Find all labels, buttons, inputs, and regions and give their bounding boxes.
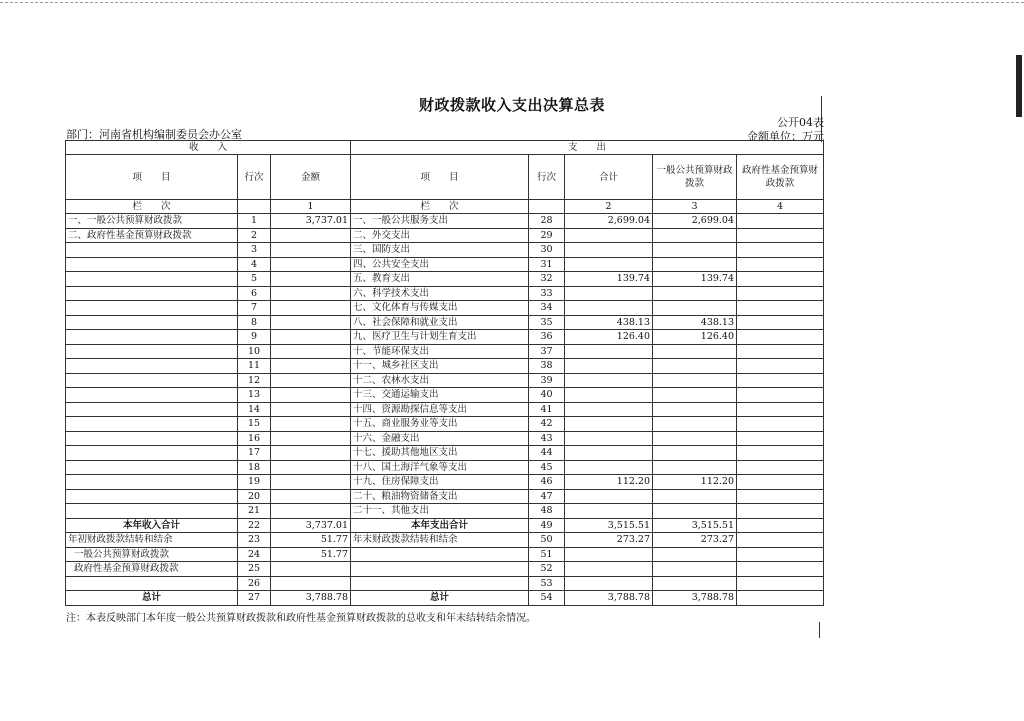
income-row-no: 21 [238, 504, 271, 519]
budget-table [65, 140, 824, 606]
income-item [66, 344, 238, 359]
expense-item: 十九、住房保障支出 [351, 475, 529, 490]
expense-general-budget [653, 286, 737, 301]
expense-general-budget [653, 504, 737, 519]
income-amount: 51.77 [271, 547, 351, 562]
table-row [66, 446, 824, 461]
expense-general-budget [653, 547, 737, 562]
income-item [66, 475, 238, 490]
expense-item: 三、国防支出 [351, 243, 529, 258]
expense-row-no: 34 [529, 301, 565, 316]
table-row [66, 286, 824, 301]
expense-item: 四、公共安全支出 [351, 257, 529, 272]
expense-gov-fund [737, 301, 824, 316]
expense-item: 二十一、其他支出 [351, 504, 529, 519]
income-item [66, 301, 238, 316]
column-index-4: 4 [737, 200, 824, 214]
income-item [66, 446, 238, 461]
expense-total [565, 489, 653, 504]
expense-total: 2,699.04 [565, 214, 653, 229]
table-row [66, 518, 824, 533]
income-item [66, 257, 238, 272]
expense-gov-fund [737, 518, 824, 533]
income-amount: 51.77 [271, 533, 351, 548]
expense-item: 六、科学技术支出 [351, 286, 529, 301]
expense-row-no: 49 [529, 518, 565, 533]
expense-gov-fund [737, 228, 824, 243]
income-item [66, 330, 238, 345]
form-code: 公开04表 [777, 116, 824, 129]
income-amount [271, 576, 351, 591]
expense-total: 438.13 [565, 315, 653, 330]
expense-row-no: 31 [529, 257, 565, 272]
income-row-no: 5 [238, 272, 271, 287]
income-item: 总计 [66, 591, 238, 606]
gov-fund-header: 政府性基金预算财政拨款 [737, 155, 824, 200]
table-row [66, 591, 824, 606]
expense-total [565, 431, 653, 446]
income-amount [271, 330, 351, 345]
expense-gov-fund [737, 562, 824, 577]
expense-item: 九、医疗卫生与计划生育支出 [351, 330, 529, 345]
income-item [66, 272, 238, 287]
income-row-no: 18 [238, 460, 271, 475]
general-budget-header: 一般公共预算财政拨款 [653, 155, 737, 200]
income-item [66, 388, 238, 403]
column-index-blank [238, 200, 271, 214]
expense-gov-fund [737, 402, 824, 417]
expense-row-no: 44 [529, 446, 565, 461]
expense-row-no: 40 [529, 388, 565, 403]
expense-gov-fund [737, 286, 824, 301]
income-item [66, 359, 238, 374]
income-amount [271, 373, 351, 388]
income-item [66, 576, 238, 591]
income-amount [271, 446, 351, 461]
income-amount [271, 562, 351, 577]
expense-total [565, 576, 653, 591]
expense-row-no: 52 [529, 562, 565, 577]
table-row [66, 431, 824, 446]
expense-item: 十二、农林水支出 [351, 373, 529, 388]
expense-total: 112.20 [565, 475, 653, 490]
expense-general-budget: 139.74 [653, 272, 737, 287]
expense-row-no: 39 [529, 373, 565, 388]
expense-general-budget [653, 388, 737, 403]
expense-gov-fund [737, 460, 824, 475]
department-label: 部门：河南省机构编制委员会办公室 [66, 128, 242, 141]
table-row [66, 228, 824, 243]
expense-row-no: 28 [529, 214, 565, 229]
expense-row-no: 43 [529, 431, 565, 446]
income-amount: 3,788.78 [271, 591, 351, 606]
income-row-no: 19 [238, 475, 271, 490]
income-amount [271, 417, 351, 432]
income-row-no: 25 [238, 562, 271, 577]
expense-item: 本年支出合计 [351, 518, 529, 533]
table-row [66, 373, 824, 388]
expense-general-budget [653, 562, 737, 577]
income-item: 年初财政拨款结转和结余 [66, 533, 238, 548]
income-row-no: 14 [238, 402, 271, 417]
expense-gov-fund [737, 504, 824, 519]
expense-total [565, 373, 653, 388]
income-row-no: 9 [238, 330, 271, 345]
expense-general-budget [653, 489, 737, 504]
expense-general-budget [653, 446, 737, 461]
income-row-no: 10 [238, 344, 271, 359]
table-row [66, 504, 824, 519]
expense-item-header: 项 目 [351, 155, 529, 200]
expense-row-no: 33 [529, 286, 565, 301]
table-row [66, 315, 824, 330]
expense-total [565, 417, 653, 432]
income-item: 一般公共预算财政拨款 [66, 547, 238, 562]
income-item [66, 417, 238, 432]
income-item [66, 489, 238, 504]
income-amount [271, 315, 351, 330]
column-index-3: 3 [653, 200, 737, 214]
expense-total [565, 504, 653, 519]
expense-row-no: 48 [529, 504, 565, 519]
expense-item: 十、节能环保支出 [351, 344, 529, 359]
expense-item: 十四、资源勘探信息等支出 [351, 402, 529, 417]
expense-total: 3,788.78 [565, 591, 653, 606]
expense-item: 二、外交支出 [351, 228, 529, 243]
expense-row-no: 29 [529, 228, 565, 243]
expense-item: 十七、援助其他地区支出 [351, 446, 529, 461]
income-amount [271, 402, 351, 417]
expense-row-no: 37 [529, 344, 565, 359]
expense-gov-fund [737, 533, 824, 548]
table-row [66, 489, 824, 504]
expense-item: 七、文化体育与传媒支出 [351, 301, 529, 316]
income-item [66, 402, 238, 417]
expense-total [565, 359, 653, 374]
expense-gov-fund [737, 315, 824, 330]
expense-total [565, 301, 653, 316]
income-amount [271, 257, 351, 272]
expense-general-budget: 3,515.51 [653, 518, 737, 533]
expense-total [565, 344, 653, 359]
expense-row-no: 41 [529, 402, 565, 417]
table-row [66, 330, 824, 345]
income-amount [271, 286, 351, 301]
column-index-1: 1 [271, 200, 351, 214]
income-amount [271, 243, 351, 258]
income-item [66, 431, 238, 446]
income-row-no: 26 [238, 576, 271, 591]
income-group-header: 收 入 [66, 141, 351, 155]
income-row-no: 6 [238, 286, 271, 301]
column-index-2: 2 [565, 200, 653, 214]
expense-row-no: 53 [529, 576, 565, 591]
table-row [66, 214, 824, 229]
income-row-no: 3 [238, 243, 271, 258]
expense-total [565, 446, 653, 461]
expense-rowno-header: 行次 [529, 155, 565, 200]
expense-row-no: 36 [529, 330, 565, 345]
income-amount [271, 460, 351, 475]
expense-general-budget [653, 359, 737, 374]
expense-item: 总计 [351, 591, 529, 606]
expense-general-budget: 2,699.04 [653, 214, 737, 229]
income-row-no: 11 [238, 359, 271, 374]
expense-general-budget [653, 431, 737, 446]
expense-gov-fund [737, 547, 824, 562]
income-amount [271, 475, 351, 490]
expense-total [565, 243, 653, 258]
income-row-no: 13 [238, 388, 271, 403]
expense-gov-fund [737, 359, 824, 374]
income-amount [271, 301, 351, 316]
expense-item [351, 547, 529, 562]
column-index-row [66, 200, 824, 214]
expense-row-no: 42 [529, 417, 565, 432]
expense-general-budget [653, 344, 737, 359]
table-row [66, 257, 824, 272]
expense-general-budget [653, 243, 737, 258]
income-row-no: 20 [238, 489, 271, 504]
income-row-no: 22 [238, 518, 271, 533]
income-amount [271, 228, 351, 243]
table-row [66, 417, 824, 432]
column-index-blank [529, 200, 565, 214]
income-row-no: 16 [238, 431, 271, 446]
expense-gov-fund [737, 591, 824, 606]
income-row-no: 23 [238, 533, 271, 548]
expense-item: 十三、交通运输支出 [351, 388, 529, 403]
expense-general-budget [653, 576, 737, 591]
income-amount: 3,737.01 [271, 214, 351, 229]
income-row-no: 8 [238, 315, 271, 330]
table-row [66, 359, 824, 374]
expense-row-no: 50 [529, 533, 565, 548]
expense-item: 十五、商业服务业等支出 [351, 417, 529, 432]
expense-general-budget [653, 301, 737, 316]
expense-gov-fund [737, 257, 824, 272]
expense-total: 3,515.51 [565, 518, 653, 533]
income-rowno-header: 行次 [238, 155, 271, 200]
table-row [66, 533, 824, 548]
expense-general-budget [653, 228, 737, 243]
expense-total [565, 388, 653, 403]
income-amount [271, 272, 351, 287]
expense-gov-fund [737, 489, 824, 504]
expense-item: 二十、粮油物资储备支出 [351, 489, 529, 504]
expense-row-no: 35 [529, 315, 565, 330]
expense-gov-fund [737, 344, 824, 359]
income-amount-header: 金额 [271, 155, 351, 200]
table-row [66, 402, 824, 417]
expense-total: 126.40 [565, 330, 653, 345]
expense-total [565, 286, 653, 301]
income-item-header: 项 目 [66, 155, 238, 200]
income-item [66, 315, 238, 330]
expense-item: 十六、金融支出 [351, 431, 529, 446]
expense-row-no: 30 [529, 243, 565, 258]
income-item [66, 243, 238, 258]
expense-item: 八、社会保障和就业支出 [351, 315, 529, 330]
expense-row-no: 45 [529, 460, 565, 475]
income-row-no: 7 [238, 301, 271, 316]
income-item: 政府性基金预算财政拨款 [66, 562, 238, 577]
income-row-no: 1 [238, 214, 271, 229]
column-label: 栏 次 [66, 200, 238, 214]
table-row [66, 475, 824, 490]
expense-row-no: 47 [529, 489, 565, 504]
table-row [66, 388, 824, 403]
expense-item [351, 562, 529, 577]
column-label: 栏 次 [351, 200, 529, 214]
income-amount [271, 344, 351, 359]
income-item: 二、政府性基金预算财政拨款 [66, 228, 238, 243]
table-row [66, 562, 824, 577]
expense-gov-fund [737, 475, 824, 490]
income-item: 本年收入合计 [66, 518, 238, 533]
expense-general-budget: 438.13 [653, 315, 737, 330]
expense-item: 十一、城乡社区支出 [351, 359, 529, 374]
expense-total [565, 228, 653, 243]
expense-row-no: 54 [529, 591, 565, 606]
footnote: 注：本表反映部门本年度一般公共预算财政拨款和政府性基金预算财政拨款的总收支和年末结转结余情况。 [66, 613, 536, 624]
scan-border-line [0, 2, 1024, 3]
expense-total [565, 460, 653, 475]
income-amount: 3,737.01 [271, 518, 351, 533]
expense-total [565, 562, 653, 577]
expense-row-no: 32 [529, 272, 565, 287]
expense-gov-fund [737, 330, 824, 345]
income-item [66, 504, 238, 519]
expense-gov-fund [737, 576, 824, 591]
expense-row-no: 46 [529, 475, 565, 490]
expense-general-budget: 273.27 [653, 533, 737, 548]
expense-item: 一、一般公共服务支出 [351, 214, 529, 229]
table-row [66, 547, 824, 562]
table-row [66, 576, 824, 591]
expense-gov-fund [737, 214, 824, 229]
income-amount [271, 359, 351, 374]
expense-gov-fund [737, 417, 824, 432]
expense-total [565, 547, 653, 562]
income-amount [271, 489, 351, 504]
expense-gov-fund [737, 431, 824, 446]
expense-general-budget: 126.40 [653, 330, 737, 345]
expense-total [565, 257, 653, 272]
expense-general-budget [653, 373, 737, 388]
group-header-row [66, 141, 824, 155]
table-row [66, 243, 824, 258]
income-row-no: 2 [238, 228, 271, 243]
expense-item: 年末财政拨款结转和结余 [351, 533, 529, 548]
expense-general-budget: 112.20 [653, 475, 737, 490]
expense-general-budget [653, 402, 737, 417]
expense-item [351, 576, 529, 591]
income-item [66, 373, 238, 388]
expense-general-budget [653, 417, 737, 432]
column-header-row [66, 155, 824, 200]
table-row [66, 272, 824, 287]
expense-gov-fund [737, 272, 824, 287]
expense-group-header: 支 出 [351, 141, 824, 155]
income-row-no: 4 [238, 257, 271, 272]
expense-total [565, 402, 653, 417]
expense-item: 十八、国土海洋气象等支出 [351, 460, 529, 475]
income-item [66, 460, 238, 475]
income-amount [271, 504, 351, 519]
income-item: 一、一般公共预算财政拨款 [66, 214, 238, 229]
expense-gov-fund [737, 243, 824, 258]
expense-total: 273.27 [565, 533, 653, 548]
expense-general-budget [653, 257, 737, 272]
income-row-no: 24 [238, 547, 271, 562]
expense-gov-fund [737, 446, 824, 461]
table-row [66, 460, 824, 475]
unit-label: 金额单位：万元 [747, 130, 824, 143]
expense-gov-fund [737, 373, 824, 388]
expense-row-no: 51 [529, 547, 565, 562]
expense-general-budget: 3,788.78 [653, 591, 737, 606]
table-row [66, 301, 824, 316]
table-row [66, 344, 824, 359]
income-row-no: 17 [238, 446, 271, 461]
expense-general-budget [653, 460, 737, 475]
income-item [66, 286, 238, 301]
expense-total-header: 合计 [565, 155, 653, 200]
income-row-no: 27 [238, 591, 271, 606]
expense-item: 五、教育支出 [351, 272, 529, 287]
expense-row-no: 38 [529, 359, 565, 374]
income-amount [271, 431, 351, 446]
income-row-no: 15 [238, 417, 271, 432]
income-row-no: 12 [238, 373, 271, 388]
scan-edge-mark [819, 622, 820, 638]
page-title: 财政拨款收入支出决算总表 [418, 96, 605, 114]
expense-gov-fund [737, 388, 824, 403]
income-amount [271, 388, 351, 403]
expense-total: 139.74 [565, 272, 653, 287]
